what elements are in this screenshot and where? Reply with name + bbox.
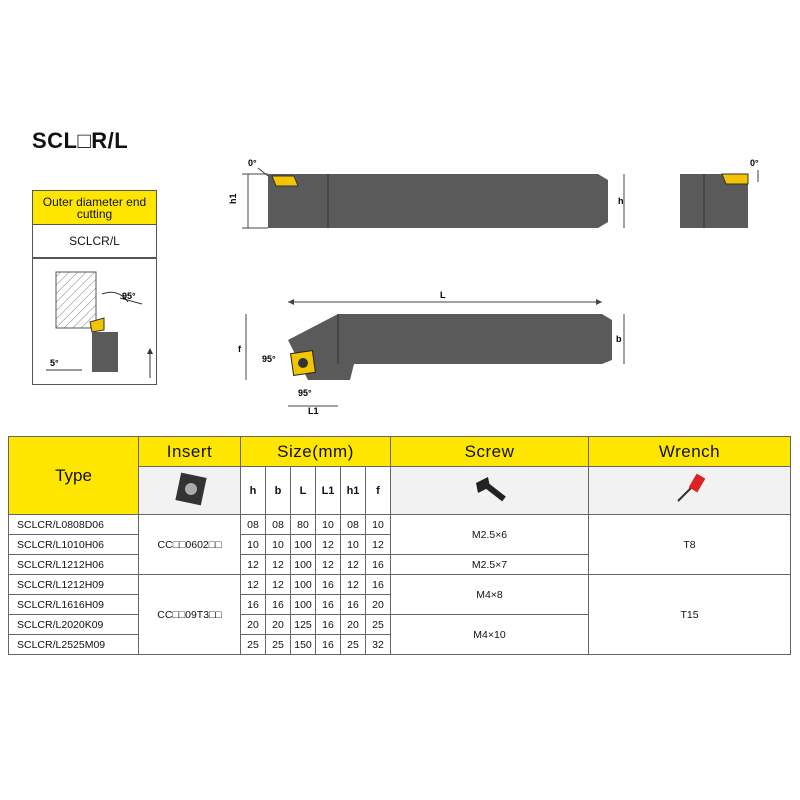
cell-h: 12 [241,555,266,575]
row-type: SCLCR/L1010H06 [9,535,139,555]
header-screw: Screw [391,437,589,467]
side-label-L: L [440,290,446,300]
cell-h1: 12 [341,555,366,575]
cell-b: 16 [266,595,291,615]
cell-b: 12 [266,575,291,595]
cell-b: 20 [266,615,291,635]
cell-f: 32 [366,635,391,655]
wrench-image-cell [589,467,791,515]
cell-L: 100 [291,555,316,575]
cell-h: 10 [241,535,266,555]
cell-L1: 12 [316,555,341,575]
cell-L: 100 [291,535,316,555]
cell-f: 16 [366,555,391,575]
row-type: SCLCR/L1616H09 [9,595,139,615]
side-label-b: b [616,334,622,344]
size-col-b: b [266,467,291,515]
header-insert: Insert [139,437,241,467]
spec-table [8,436,791,655]
tool-shank [328,174,598,228]
cell-f: 12 [366,535,391,555]
insert-image-cell [139,467,241,515]
top-label-h1: h1 [228,193,238,204]
size-col-L: L [291,467,316,515]
cell-h: 08 [241,515,266,535]
side-view-diagram [232,290,640,420]
wrench-icon [670,469,710,509]
cell-f: 16 [366,575,391,595]
top-angle-0: 0° [248,158,257,168]
end-insert [722,174,748,184]
screw-cell: M4×10 [391,615,589,655]
cell-h1: 10 [341,535,366,555]
header-size: Size(mm) [241,437,391,467]
screw-icon [470,469,510,509]
legend-angle-95: 95° [122,291,136,301]
cell-h: 25 [241,635,266,655]
cell-b: 10 [266,535,291,555]
cell-h: 20 [241,615,266,635]
cell-L1: 16 [316,595,341,615]
cell-h: 16 [241,595,266,615]
insert-icon [170,469,210,509]
page-title: SCL□R/L [32,128,129,153]
cell-f: 20 [366,595,391,615]
cell-h: 12 [241,575,266,595]
legend-angle-5: 5° [50,358,59,368]
cell-f: 10 [366,515,391,535]
table-row [9,575,791,595]
header-row [9,437,791,467]
side-angle-95-bottom: 95° [298,388,312,398]
side-label-f: f [238,344,241,354]
cell-b: 08 [266,515,291,535]
cell-L: 125 [291,615,316,635]
row-type: SCLCR/L2525M09 [9,635,139,655]
cell-b: 12 [266,555,291,575]
row-type: SCLCR/L1212H09 [9,575,139,595]
size-col-h1: h1 [341,467,366,515]
size-col-f: f [366,467,391,515]
legend-tool-body [92,332,118,372]
insert-cell: CC□□09T3□□ [139,575,241,655]
cell-b: 25 [266,635,291,655]
screw-image-cell [391,467,589,515]
row-type: SCLCR/L0808D06 [9,515,139,535]
cell-h1: 12 [341,575,366,595]
cell-h1: 08 [341,515,366,535]
header-wrench: Wrench [589,437,791,467]
cell-L1: 16 [316,615,341,635]
cell-h1: 25 [341,635,366,655]
header-type: Type [9,437,139,515]
cell-L1: 12 [316,535,341,555]
cell-L1: 16 [316,575,341,595]
cell-L: 100 [291,595,316,615]
screw-cell: M2.5×6 [391,515,589,555]
table-row [9,515,791,535]
row-type: SCLCR/L1212H06 [9,555,139,575]
insert-cell: CC□□0602□□ [139,515,241,575]
side-tool-body [288,314,602,380]
cell-L: 80 [291,515,316,535]
side-label-L1: L1 [308,406,319,416]
side-angle-95-left: 95° [262,354,276,364]
row-type: SCLCR/L2020K09 [9,615,139,635]
top-view-diagram [228,152,640,236]
wrench-cell: T15 [589,575,791,655]
size-col-L1: L1 [316,467,341,515]
end-angle-0: 0° [750,158,759,168]
legend-schematic [32,258,157,385]
legend-box [32,190,157,258]
cell-h1: 16 [341,595,366,615]
size-col-h: h [241,467,266,515]
cell-L1: 16 [316,635,341,655]
cell-L1: 10 [316,515,341,535]
legend-type: SCLCR/L [69,234,120,248]
screw-cell: M4×8 [391,575,589,615]
cell-L: 100 [291,575,316,595]
top-label-h: h [618,196,624,206]
workpiece-hatch [56,272,96,328]
wrench-cell: T8 [589,515,791,575]
screw-cell: M2.5×7 [391,555,589,575]
legend-header: Outer diameter end cutting [33,191,156,225]
cell-f: 25 [366,615,391,635]
end-view-diagram [672,152,782,236]
cell-h1: 20 [341,615,366,635]
cell-L: 150 [291,635,316,655]
top-insert [272,176,298,186]
